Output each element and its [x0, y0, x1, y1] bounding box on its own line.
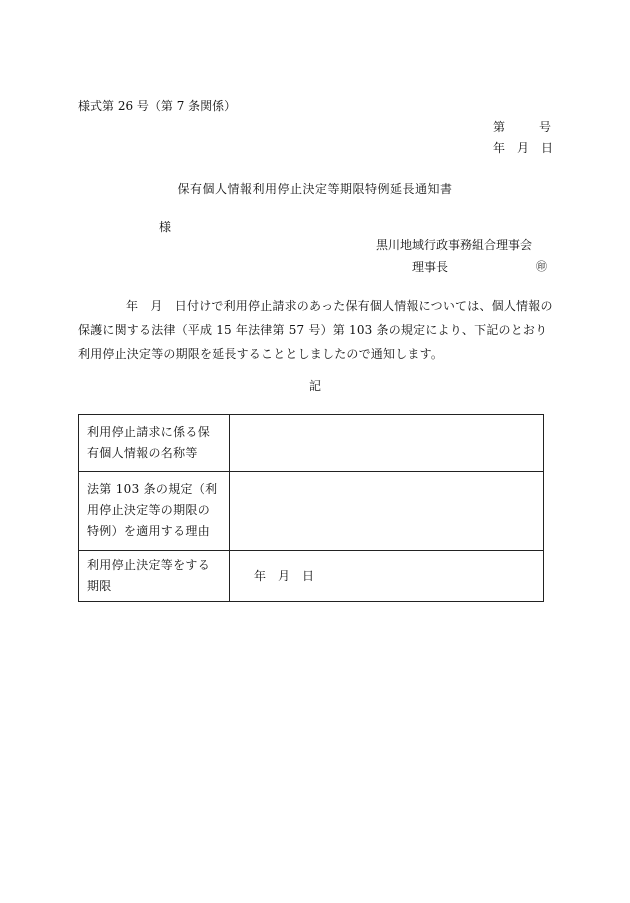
date-year: 年	[493, 141, 506, 155]
ki-heading: 記	[308, 379, 321, 393]
addressee-suffix: 様	[159, 220, 172, 234]
sender-title: 理事長	[412, 260, 449, 274]
form-number: 様式第 26 号（第 7 条関係）	[78, 99, 237, 113]
date-month: 月	[517, 141, 530, 155]
row-label: 利用停止決定等をする期限	[79, 551, 230, 602]
row-label: 法第 103 条の規定（利用停止決定等の期限の特例）を適用する理由	[79, 472, 230, 551]
table-row	[79, 472, 544, 551]
body-paragraph: 年 月 日付けで利用停止請求のあった保有個人情報については、個人情報の保護に関する法律（平成 15 年法律第 57 号）第 103 条の規定により、下記のとおり利用停止決定等の期限を延長することとしましたので通知します。	[78, 299, 553, 361]
date-day: 日	[541, 141, 554, 155]
sender-organization: 黒川地域行政事務組合理事会	[376, 238, 533, 252]
row-value-deadline: 年 月 日	[230, 551, 544, 602]
number-prefix: 第	[493, 120, 506, 134]
details-table	[78, 414, 544, 602]
document-number-line	[493, 118, 551, 135]
table-row	[79, 551, 544, 602]
number-suffix: 号	[539, 120, 552, 134]
row-value	[230, 472, 544, 551]
row-label: 利用停止請求に係る保有個人情報の名称等	[79, 415, 230, 472]
issue-date-line	[493, 139, 553, 156]
seal-mark: ㊞	[536, 260, 547, 273]
table-row	[79, 415, 544, 472]
row-value	[230, 415, 544, 472]
document-title: 保有個人情報利用停止決定等期限特例延長通知書	[177, 182, 453, 196]
notice-body	[78, 294, 556, 366]
